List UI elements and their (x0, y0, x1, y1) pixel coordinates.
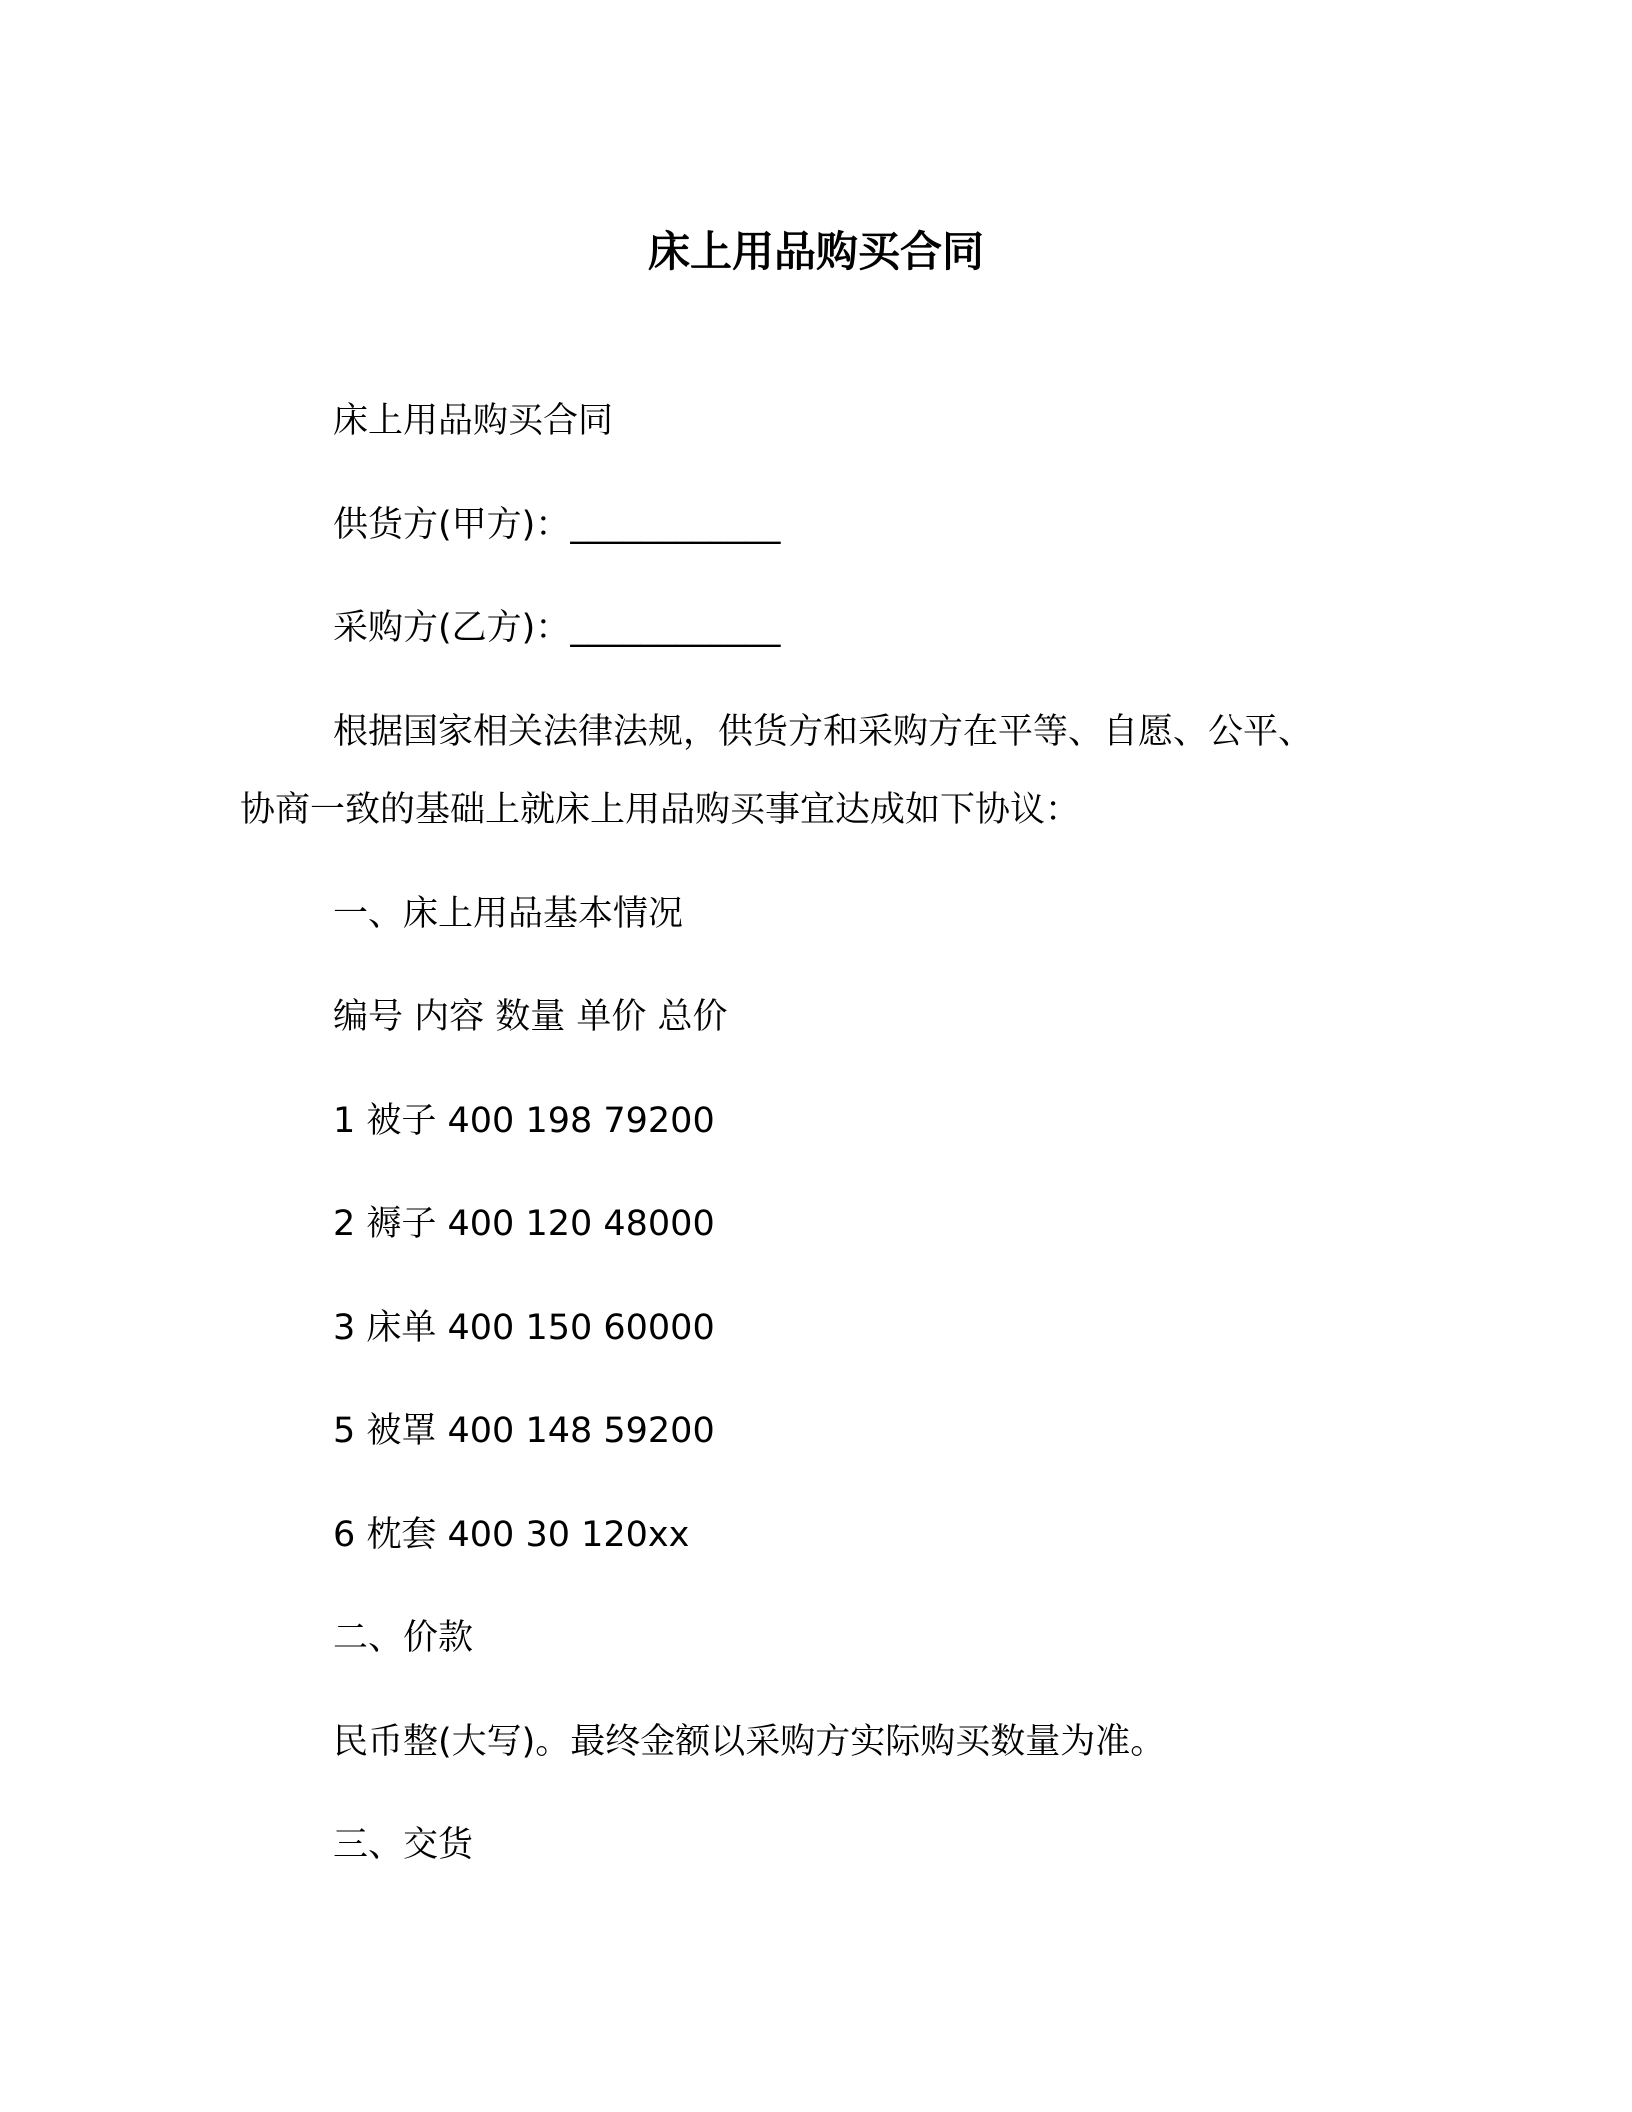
intro-paragraph-line-2: 协商一致的基础上就床上用品购买事宜达成如下协议： (240, 790, 1081, 830)
section-3-heading: 三、交货 (333, 1825, 474, 1865)
purchaser-line (333, 603, 780, 653)
section-2-heading: 二、价款 (333, 1618, 474, 1658)
item-row-3: 3 床单 400 150 60000 (333, 1308, 715, 1348)
contract-subtitle: 床上用品购买合同 (333, 401, 614, 441)
section-1-heading: 一、床上用品基本情况 (333, 894, 684, 934)
price-paragraph: 民币整(大写)。最终金额以采购方实际购买数量为准。 (333, 1722, 1166, 1762)
supplier-blank: ____________ (570, 505, 781, 545)
item-row-2: 2 褥子 400 120 48000 (333, 1204, 715, 1244)
supplier-label: 供货方(甲方)： (333, 505, 571, 545)
intro-paragraph-line-1: 根据国家相关法律法规，供货方和采购方在平等、自愿、公平、 (333, 712, 1314, 752)
item-row-5: 6 枕套 400 30 120xx (333, 1515, 690, 1555)
item-row-1: 1 被子 400 198 79200 (333, 1101, 715, 1141)
item-row-4: 5 被罩 400 148 59200 (333, 1411, 715, 1451)
document-title: 床上用品购买合同 (647, 227, 984, 276)
purchaser-blank: ____________ (570, 608, 781, 648)
purchaser-label: 采购方(乙方)： (333, 608, 571, 648)
item-table-header: 编号 内容 数量 单价 总价 (333, 997, 728, 1037)
supplier-line (333, 500, 780, 550)
